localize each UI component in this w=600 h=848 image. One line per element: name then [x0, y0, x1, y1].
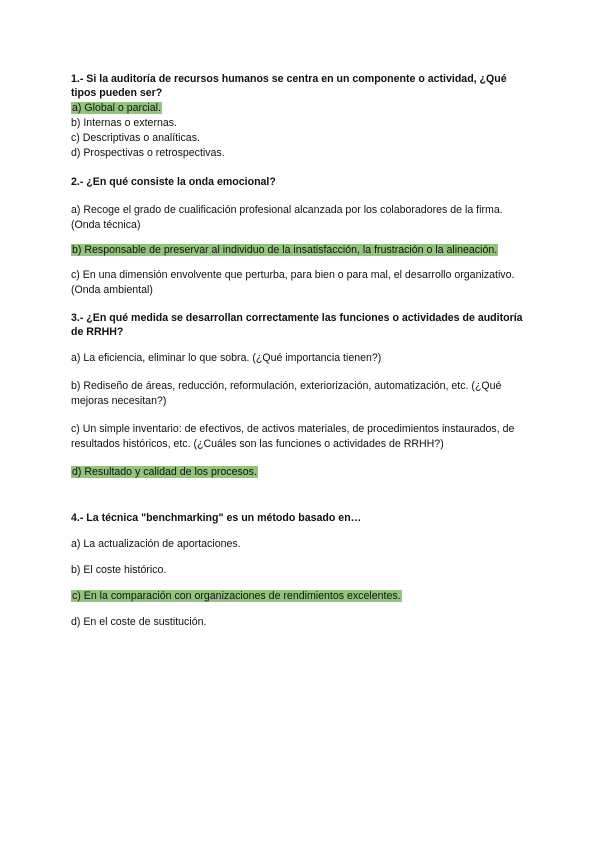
correct-answer-highlight: c) En la comparación con organizaciones de rendimientos excelentes.: [72, 590, 401, 602]
option-d: [71, 465, 533, 480]
option-a: [71, 101, 533, 116]
question-title: 2.- ¿En qué consiste la onda emocional?: [71, 176, 276, 188]
correct-answer-highlight: b) Responsable de preservar al individuo de la insatisfacción, la frustración o la alineación.: [72, 244, 498, 256]
option-c: [71, 589, 533, 604]
option-b: b) Internas o externas.: [71, 117, 177, 129]
correct-answer-highlight: a) Global o parcial.: [72, 102, 161, 114]
option-b: b) Rediseño de áreas, reducción, reformulación, exteriorización, automatización, etc. (¿Qué mejoras necesitan?): [71, 380, 502, 407]
question-4: [71, 511, 533, 630]
question-2: [71, 175, 533, 298]
option-c: c) En una dimensión envolvente que perturba, para bien o para mal, el desarrollo organizativo. (Onda ambiental): [71, 269, 515, 296]
option-d: d) En el coste de sustitución.: [71, 616, 207, 628]
option-c: c) Descriptivas o analíticas.: [71, 132, 200, 144]
option-a: a) Recoge el grado de cualificación profesional alcanzada por los colaboradores de la firma. (Onda técnica): [71, 204, 503, 231]
option-c: c) Un simple inventario: de efectivos, de activos materiales, de procedimientos instaurados, de resultados históricos, etc. (¿Cuáles son las funciones o actividades de RRHH?): [71, 423, 515, 450]
question-title: 3.- ¿En qué medida se desarrollan correctamente las funciones o actividades de auditoría de RRHH?: [71, 312, 523, 338]
question-1: [71, 72, 533, 161]
option-d: d) Prospectivas o retrospectivas.: [71, 147, 225, 159]
question-3: [71, 311, 533, 480]
option-b: [71, 243, 533, 258]
option-a: a) La actualización de aportaciones.: [71, 538, 241, 550]
option-b: b) El coste histórico.: [71, 564, 167, 576]
question-title: 4.- La técnica "benchmarking" es un método basado en…: [71, 512, 362, 524]
option-a: a) La eficiencia, eliminar lo que sobra. (¿Qué importancia tienen?): [71, 352, 382, 364]
question-title: 1.- Si la auditoría de recursos humanos se centra en un componente o actividad, ¿Qué tipos pueden ser?: [71, 73, 507, 99]
correct-answer-highlight: d) Resultado y calidad de los procesos.: [72, 466, 257, 478]
